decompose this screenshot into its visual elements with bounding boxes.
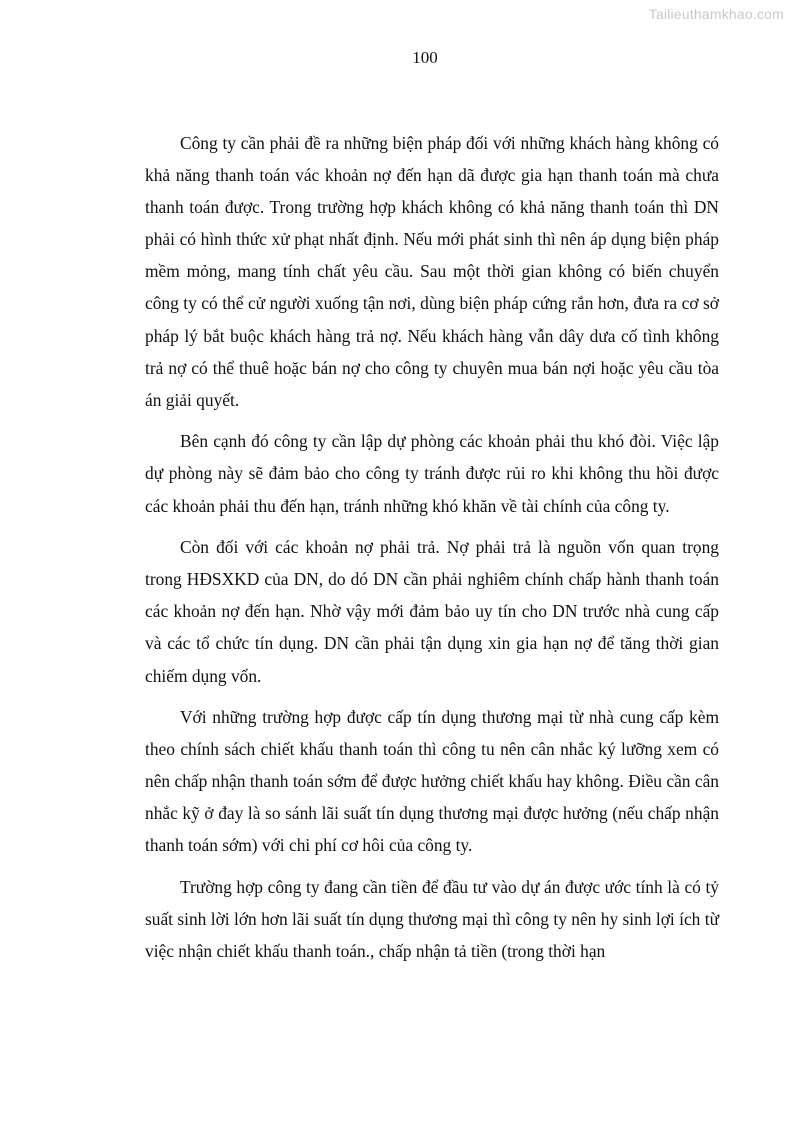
paragraph-4: Với những trường hợp được cấp tín dụng thương mại từ nhà cung cấp kèm theo chính sách chiết khấu thanh toán thì công tu nên cân nhắc ký lưỡng xem có nên chấp nhận thanh toán sớm để được hưởng chiết khấu hay không. Điều cần cân nhắc kỹ ở đay là so sánh lãi suất tín dụng thương mại được hưởng (nếu chấp nhận thanh toán sớm) với chi phí cơ hôi của công ty. xyxy=(145,707,719,856)
paragraph-1: Công ty cần phải đề ra những biện pháp đối với những khách hàng không có khả năng thanh toán vác khoản nợ đến hạn dã được gia hạn thanh toán mà chưa thanh toán được. Trong trường hợp khách không có khả năng thanh toán thì DN phải có hình thức xử phạt nhất định. Nếu mới phát sinh thì nên áp dụng biện pháp mềm mỏng, mang tính chất yêu cầu. Sau một thời gian không có biến chuyển công ty có thể cử người xuống tận nơi, dùng biện pháp cứng rắn hơn, đưa ra cơ sở pháp lý bắt buộc khách hàng trả nợ. Nếu khách hàng vẫn dây dưa cố tình không trả nợ có thể thuê hoặc bán nợ cho công ty chuyên mua bán nợi hoặc yêu cầu tòa án giải quyết. xyxy=(145,133,719,410)
page-number: 100 xyxy=(412,48,438,67)
paragraph-2: Bên cạnh đó công ty cần lập dự phòng các khoản phải thu khó đòi. Việc lập dự phòng này sẽ đảm bảo cho công ty tránh được rủi ro khi không thu hồi được các khoản phải thu đến hạn, tránh những khó khăn về tài chính của công ty. xyxy=(145,431,719,516)
document-body xyxy=(145,127,719,977)
paragraph-5: Trường hợp công ty đang cần tiền để đầu tư vào dự án được ước tính là có tỷ suất sinh lời lớn hơn lãi suất tín dụng thương mại thì công ty nên hy sinh lợi ích từ việc nhận chiết khấu thanh toán., chấp nhận tả tiền (trong thời hạn xyxy=(145,877,719,962)
watermark-text: Tailieuthamkhao.com xyxy=(648,6,784,22)
paragraph-3: Còn đối với các khoản nợ phải trả. Nợ phải trả là nguồn vốn quan trọng trong HĐSXKD của DN, do dó DN cần phải nghiêm chính chấp hành thanh toán các khoản nợ đến hạn. Nhờ vậy mới đảm bảo uy tín cho DN trước nhà cung cấp và các tổ chức tín dụng. DN cần phải tận dụng xin gia hạn nợ để tăng thời gian chiếm dụng vốn. xyxy=(145,537,719,686)
